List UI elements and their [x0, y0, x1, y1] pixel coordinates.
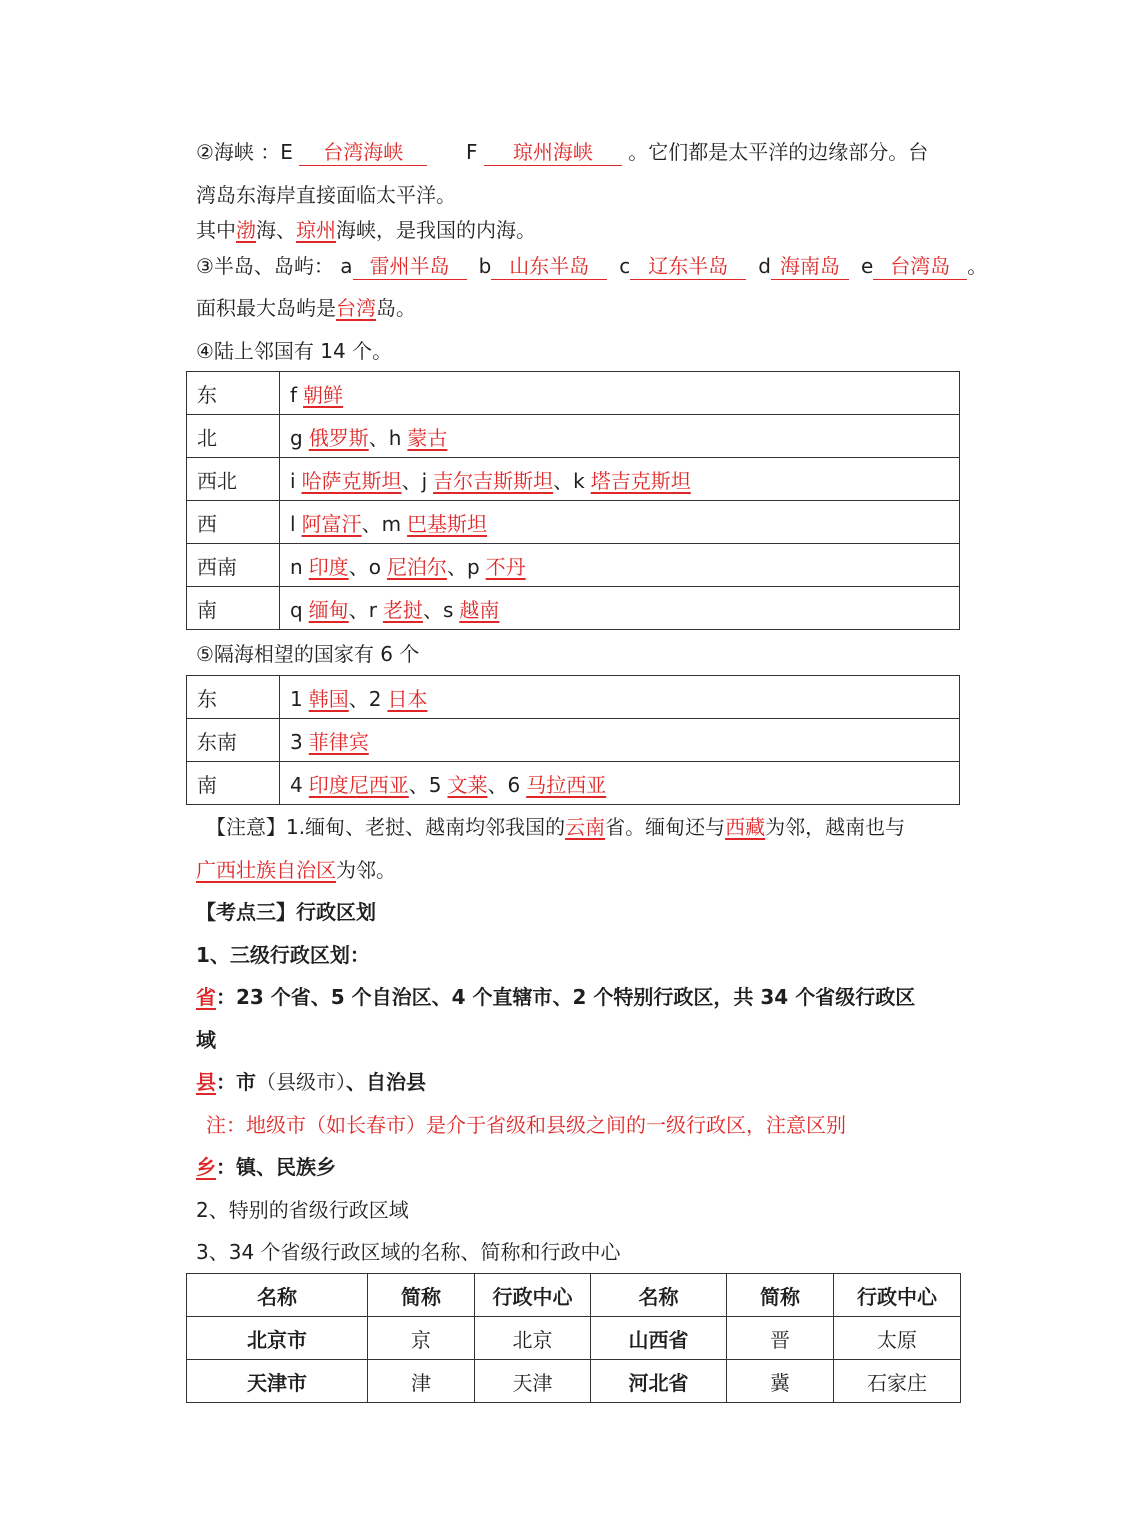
country-answer: 塔吉克斯坦 [590, 468, 691, 493]
country-answer: 越南 [459, 597, 500, 622]
column-header: 行政中心 [475, 1274, 591, 1317]
country-marker: l [290, 511, 296, 536]
country-marker: n [290, 554, 303, 579]
column-header: 名称 [591, 1274, 727, 1317]
country-answer: 日本 [387, 686, 428, 711]
note-answer-yunnan: 云南 [565, 815, 606, 839]
largest-text-1: 面积最大岛屿是 [196, 296, 336, 320]
country-marker: o [368, 554, 381, 579]
strait-f-answer: 琼州海峡 [484, 139, 622, 166]
country-marker: k [573, 468, 585, 493]
table-row [187, 1360, 961, 1403]
country-answer: 马拉西亚 [526, 772, 607, 797]
xian-text-3: 、自治县 [346, 1070, 426, 1094]
table-row [187, 1317, 961, 1360]
peninsula-answer-c: 辽东半岛 [630, 253, 746, 280]
direction-cell: 西北 [187, 458, 280, 501]
sea-neighbors-table [186, 675, 960, 805]
table-cell: 河北省 [591, 1360, 727, 1403]
note-line-1 [206, 812, 905, 842]
note-text-2: 省。缅甸还与 [605, 815, 726, 839]
note-answer-guangxi: 广西壮族自治区 [196, 858, 336, 882]
xiang-line [196, 1152, 336, 1182]
direction-cell: 东 [187, 676, 280, 719]
separator: 、 [408, 772, 429, 797]
peninsula-letter-a: a [340, 254, 353, 278]
strait-f-label: F [466, 140, 478, 164]
country-marker: s [442, 597, 454, 622]
separator: 、 [348, 686, 369, 711]
column-header: 简称 [727, 1274, 834, 1317]
peninsula-answer-a: 雷州半岛 [353, 253, 467, 280]
strait-line-1 [196, 137, 928, 167]
country-marker: j [421, 468, 428, 493]
land-neighbors-heading: ④陆上邻国有 14 个。 [196, 339, 393, 363]
strait-line-2: 湾岛东海岸直接面临太平洋。 [196, 183, 456, 207]
admin-heading: 【考点三】行政区划 [196, 900, 376, 924]
direction-cell: 西 [187, 501, 280, 544]
inland-sea-line [196, 215, 536, 245]
peninsula-end: 。 [967, 254, 988, 278]
peninsula-line [196, 251, 987, 281]
country-answer: 阿富汗 [301, 511, 362, 536]
separator: 、 [553, 468, 574, 493]
country-answer: 哈萨克斯坦 [301, 468, 402, 493]
direction-cell: 南 [187, 762, 280, 805]
note-answer-xizang: 西藏 [725, 815, 766, 839]
table-row [187, 762, 960, 805]
peninsula-prefix: ③半岛、岛屿： [196, 254, 334, 278]
country-marker: p [466, 554, 480, 579]
country-marker: 1 [290, 686, 303, 711]
table-row [187, 544, 960, 587]
sheng-text: ：23 个省、5 个自治区、4 个直辖市、2 个特别行政区，共 34 个省级行政区 [216, 985, 916, 1009]
country-answer: 文莱 [447, 772, 488, 797]
country-answer: 朝鲜 [303, 382, 344, 407]
xian-text-2: （县级市） [256, 1070, 346, 1094]
list-title: 3、34 个省级行政区域的名称、简称和行政中心 [196, 1240, 621, 1264]
country-answer: 吉尔吉斯斯坦 [433, 468, 554, 493]
sea-neighbors-heading: ⑤隔海相望的国家有 6 个 [196, 642, 420, 666]
direction-cell: 南 [187, 587, 280, 630]
separator: 、 [348, 597, 369, 622]
direction-cell: 东 [187, 372, 280, 415]
country-answer: 印度 [308, 554, 349, 579]
countries-cell [280, 544, 960, 587]
sheng-line [196, 982, 915, 1012]
xian-text-1: ：市 [216, 1070, 256, 1094]
countries-cell [280, 415, 960, 458]
peninsula-answer-d: 海南岛 [771, 253, 849, 280]
inland-text-1: 其中 [196, 218, 236, 242]
column-header: 行政中心 [834, 1274, 961, 1317]
strait-prefix: ②海峡 ：E [196, 140, 293, 164]
inland-answer-bohai: 渤 [236, 218, 256, 242]
separator: 、 [401, 468, 422, 493]
country-marker: 3 [290, 729, 303, 754]
country-answer: 不丹 [485, 554, 526, 579]
table-row [187, 415, 960, 458]
separator: 、 [368, 425, 389, 450]
table-row [187, 676, 960, 719]
special-line: 2、特别的省级行政区域 [196, 1198, 409, 1222]
table-cell: 山西省 [591, 1317, 727, 1360]
countries-cell [280, 587, 960, 630]
country-marker: r [368, 597, 377, 622]
xiang-label: 乡 [196, 1155, 216, 1179]
peninsula-letter-c: c [619, 254, 631, 278]
note-text-4: 为邻。 [336, 858, 396, 882]
separator: 、 [446, 554, 467, 579]
country-marker: i [290, 468, 296, 493]
peninsula-answer-b: 山东半岛 [491, 253, 607, 280]
zhu-line: 注：地级市（如长春市）是介于省级和县级之间的一级行政区，注意区别 [206, 1113, 846, 1137]
sheng-label: 省 [196, 985, 216, 1009]
inland-answer-qiongzhou: 琼州 [296, 218, 336, 242]
separator: 、 [361, 511, 382, 536]
note-line-2 [196, 855, 396, 885]
country-marker: g [290, 425, 303, 450]
countries-cell [280, 762, 960, 805]
note-text-3: 为邻，越南也与 [765, 815, 906, 839]
country-answer: 尼泊尔 [386, 554, 447, 579]
table-cell: 石家庄 [834, 1360, 961, 1403]
country-marker: 4 [290, 772, 303, 797]
country-answer: 俄罗斯 [308, 425, 369, 450]
table-cell: 晋 [727, 1317, 834, 1360]
largest-answer: 台湾 [336, 296, 376, 320]
strait-e-answer: 台湾海峡 [299, 139, 427, 166]
country-marker: m [381, 511, 402, 536]
country-answer: 菲律宾 [308, 729, 369, 754]
table-row [187, 587, 960, 630]
three-level-title: 1、三级行政区划： [196, 943, 370, 967]
inland-text-2: 海、 [256, 218, 296, 242]
direction-cell: 西南 [187, 544, 280, 587]
column-header: 名称 [187, 1274, 368, 1317]
country-answer: 巴基斯坦 [407, 511, 488, 536]
table-row [187, 372, 960, 415]
table-cell: 天津市 [187, 1360, 368, 1403]
country-answer: 缅甸 [308, 597, 349, 622]
country-answer: 印度尼西亚 [308, 772, 409, 797]
table-row [187, 458, 960, 501]
table-cell: 天津 [475, 1360, 591, 1403]
column-header: 简称 [368, 1274, 475, 1317]
table-cell: 太原 [834, 1317, 961, 1360]
direction-cell: 北 [187, 415, 280, 458]
strait-suffix: 。它们都是太平洋的边缘部分。台 [628, 140, 929, 164]
country-marker: f [290, 382, 298, 407]
separator: 、 [348, 554, 369, 579]
xian-label: 县 [196, 1070, 216, 1094]
peninsula-letter-e: e [860, 254, 874, 278]
table-row [187, 719, 960, 762]
peninsula-letter-b: b [478, 254, 492, 278]
largest-text-2: 岛。 [376, 296, 416, 320]
country-marker: 6 [507, 772, 521, 797]
direction-cell: 东南 [187, 719, 280, 762]
separator: 、 [487, 772, 508, 797]
country-answer: 老挝 [382, 597, 423, 622]
countries-cell [280, 458, 960, 501]
countries-cell [280, 372, 960, 415]
country-marker: 5 [428, 772, 442, 797]
table-row [187, 501, 960, 544]
note-text-1: 【注意】1.缅甸、老挝、越南均邻我国的 [206, 815, 566, 839]
separator: 、 [422, 597, 443, 622]
table-cell: 冀 [727, 1360, 834, 1403]
largest-island-line [196, 293, 416, 323]
table-cell: 北京市 [187, 1317, 368, 1360]
table-cell: 北京 [475, 1317, 591, 1360]
sheng-line-2: 域 [196, 1028, 216, 1052]
peninsula-answer-e: 台湾岛 [873, 253, 967, 280]
country-answer: 韩国 [308, 686, 349, 711]
land-neighbors-table [186, 371, 960, 630]
country-answer: 蒙古 [407, 425, 448, 450]
table-cell: 京 [368, 1317, 475, 1360]
countries-cell [280, 676, 960, 719]
province-table [186, 1273, 961, 1403]
xiang-text: ：镇、民族乡 [216, 1155, 336, 1179]
xian-line [196, 1067, 426, 1097]
country-marker: h [388, 425, 402, 450]
country-marker: q [290, 597, 303, 622]
peninsula-letter-d: d [758, 254, 771, 278]
countries-cell [280, 501, 960, 544]
table-cell: 津 [368, 1360, 475, 1403]
countries-cell [280, 719, 960, 762]
country-marker: 2 [368, 686, 382, 711]
inland-text-3: 海峡，是我国的内海。 [336, 218, 536, 242]
